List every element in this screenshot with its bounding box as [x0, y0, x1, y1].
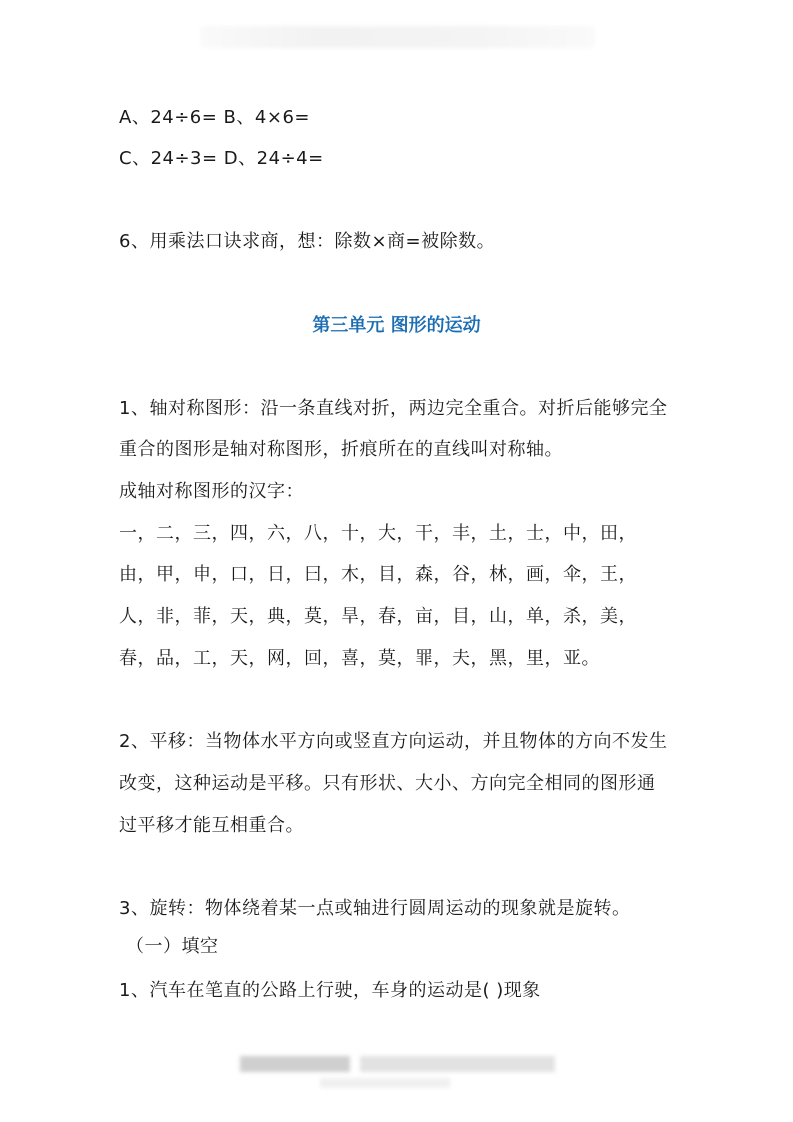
paragraph-line: 重合的图形是轴对称图形，折痕所在的直线叫对称轴。 — [119, 439, 563, 460]
question-line: 1、汽车在笔直的公路上行驶，车身的运动是( )现象 — [119, 980, 541, 1001]
subsection-title: （一）填空 — [126, 936, 219, 957]
paragraph-line: 成轴对称图形的汉字： — [119, 481, 304, 502]
character-list-line: 春，品，工，天，网，回，喜，莫，罪，夫，黑，里，亚。 — [119, 648, 600, 669]
footer-watermark — [240, 1056, 350, 1072]
footer-watermark — [360, 1056, 555, 1072]
character-list-line: 人，非，菲，天，典，莫，旱，春，亩，目，山，单，杀，美， — [119, 606, 637, 627]
character-list-line: 由，甲，申，口，日，曰，木，目，森，谷，林，画，伞，王， — [119, 564, 637, 585]
question-option-line: C、24÷3= D、24÷4= — [119, 148, 324, 169]
paragraph-line: 过平移才能互相重合。 — [119, 815, 304, 836]
paragraph-line: 改变，这种运动是平移。只有形状、大小、方向完全相同的图形通 — [119, 773, 656, 794]
paragraph-line: 3、旋转：物体绕着某一点或轴进行圆周运动的现象就是旋转。 — [119, 898, 631, 919]
section-title: 第三单元 图形的运动 — [312, 315, 481, 336]
footer-watermark — [320, 1078, 450, 1088]
paragraph-line: 2、平移：当物体水平方向或竖直方向运动，并且物体的方向不发生 — [119, 731, 668, 752]
question-option-line: A、24÷6= B、4×6= — [119, 107, 310, 128]
paragraph-line: 1、轴对称图形：沿一条直线对折，两边完全重合。对折后能够完全 — [119, 398, 668, 419]
header-watermark — [200, 26, 595, 48]
knowledge-point-6: 6、用乘法口诀求商，想：除数×商=被除数。 — [119, 231, 496, 252]
character-list-line: 一，二，三，四，六，八，十，大，干，丰，土，士，中，田， — [119, 523, 637, 544]
